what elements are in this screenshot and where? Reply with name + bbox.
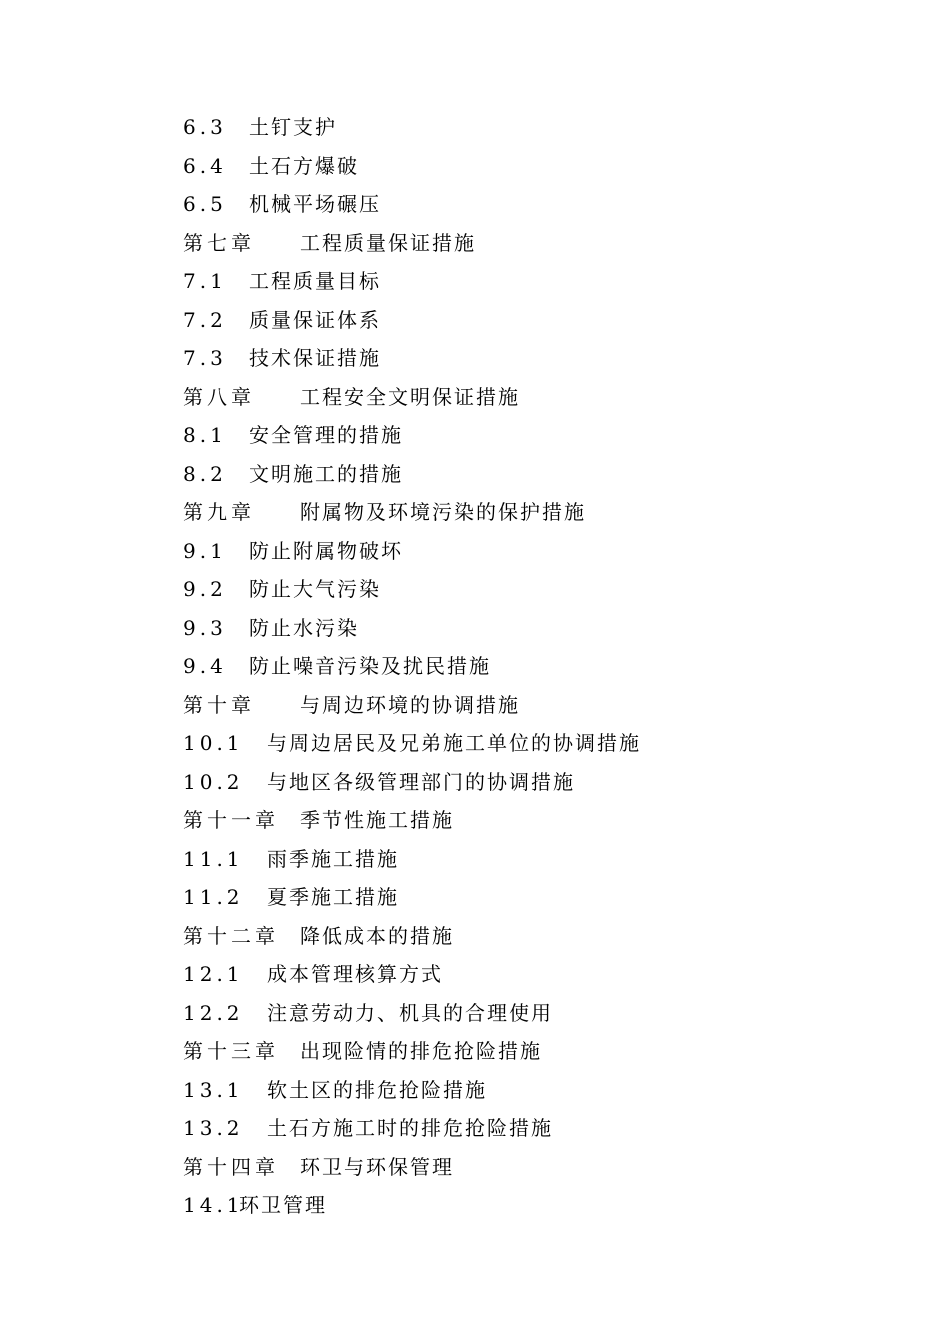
table-of-contents [183, 108, 883, 1225]
toc-title: 机械平场碾压 [249, 192, 381, 216]
toc-chapter-line [183, 378, 883, 417]
toc-number: 12.2 [183, 1000, 244, 1025]
toc-title: 与周边环境的协调措施 [300, 692, 520, 717]
toc-section-line [183, 1109, 883, 1148]
toc-title: 软土区的排危抢险措施 [267, 1077, 487, 1102]
toc-chapter-line [183, 917, 883, 956]
toc-number: 第十四章 [183, 1154, 279, 1179]
toc-number: 11.1 [183, 846, 244, 871]
toc-number: 6.4 [183, 153, 227, 178]
toc-number: 第九章 [183, 500, 255, 524]
toc-section-line [183, 570, 883, 609]
toc-title: 夏季施工措施 [267, 885, 399, 909]
toc-title: 防止噪音污染及扰民措施 [249, 654, 491, 678]
toc-section-line [183, 455, 883, 494]
toc-title: 防止附属物破坏 [249, 538, 403, 563]
toc-section-line [183, 840, 883, 879]
toc-number: 第十一章 [183, 808, 279, 832]
toc-number: 第八章 [183, 384, 255, 409]
toc-section-line [183, 185, 883, 224]
toc-number: 第十章 [183, 692, 255, 717]
toc-title: 质量保证体系 [249, 307, 381, 332]
toc-chapter-line [183, 801, 883, 840]
toc-number: 第七章 [183, 230, 255, 255]
toc-number: 12.1 [183, 962, 244, 986]
toc-title: 与周边居民及兄弟施工单位的协调措施 [267, 731, 641, 755]
toc-section-line [183, 301, 883, 340]
toc-title: 注意劳动力、机具的合理使用 [267, 1000, 553, 1025]
toc-number: 13.1 [183, 1077, 244, 1102]
toc-title: 防止大气污染 [249, 577, 381, 601]
toc-number: 8.2 [183, 461, 227, 486]
toc-chapter-line [183, 224, 883, 263]
toc-number: 7.2 [183, 307, 227, 332]
toc-number: 6.3 [183, 115, 227, 139]
toc-number: 6.5 [183, 192, 227, 216]
toc-title: 工程安全文明保证措施 [300, 384, 520, 409]
toc-title: 安全管理的措施 [249, 423, 403, 447]
toc-section-line [183, 416, 883, 455]
toc-number: 14.1 [183, 1193, 244, 1217]
toc-title: 文明施工的措施 [249, 461, 403, 486]
toc-section-line [183, 647, 883, 686]
toc-section-line [183, 994, 883, 1033]
toc-number: 11.2 [183, 885, 244, 909]
toc-section-line [183, 763, 883, 802]
toc-number: 第十二章 [183, 923, 279, 948]
toc-number: 7.1 [183, 269, 227, 293]
toc-section-line [183, 108, 883, 147]
toc-number: 7.3 [183, 346, 227, 370]
toc-section-line [183, 532, 883, 571]
toc-number: 10.1 [183, 731, 244, 755]
toc-chapter-line [183, 493, 883, 532]
toc-number: 8.1 [183, 423, 227, 447]
toc-section-line [183, 147, 883, 186]
toc-title: 降低成本的措施 [300, 923, 454, 948]
toc-title: 防止水污染 [249, 615, 359, 640]
toc-title: 与地区各级管理部门的协调措施 [267, 769, 575, 794]
toc-title: 土钉支护 [249, 115, 337, 139]
toc-section-line [183, 955, 883, 994]
toc-chapter-line [183, 686, 883, 725]
toc-section-line [183, 724, 883, 763]
toc-section-line [183, 1071, 883, 1110]
toc-chapter-line [183, 1032, 883, 1071]
toc-number: 9.4 [183, 654, 227, 678]
toc-number: 9.1 [183, 538, 227, 563]
toc-title: 土石方施工时的排危抢险措施 [267, 1116, 553, 1140]
toc-section-line [183, 339, 883, 378]
toc-chapter-line [183, 1148, 883, 1187]
toc-number: 13.2 [183, 1116, 244, 1140]
toc-title: 环卫管理 [239, 1193, 327, 1217]
toc-title: 工程质量目标 [249, 269, 381, 293]
toc-title: 环卫与环保管理 [300, 1154, 454, 1179]
toc-title: 工程质量保证措施 [300, 230, 476, 255]
toc-section-line [183, 262, 883, 301]
toc-number: 10.2 [183, 769, 244, 794]
toc-title: 土石方爆破 [249, 153, 359, 178]
toc-number: 9.3 [183, 615, 227, 640]
toc-section-line [183, 878, 883, 917]
toc-title: 附属物及环境污染的保护措施 [300, 500, 586, 524]
toc-title: 技术保证措施 [249, 346, 381, 370]
toc-number: 9.2 [183, 577, 227, 601]
toc-number: 第十三章 [183, 1039, 279, 1063]
toc-title: 雨季施工措施 [267, 846, 399, 871]
toc-section-line [183, 1186, 883, 1225]
toc-section-line [183, 609, 883, 648]
toc-title: 出现险情的排危抢险措施 [300, 1039, 542, 1063]
toc-title: 成本管理核算方式 [267, 962, 443, 986]
toc-title: 季节性施工措施 [300, 808, 454, 832]
